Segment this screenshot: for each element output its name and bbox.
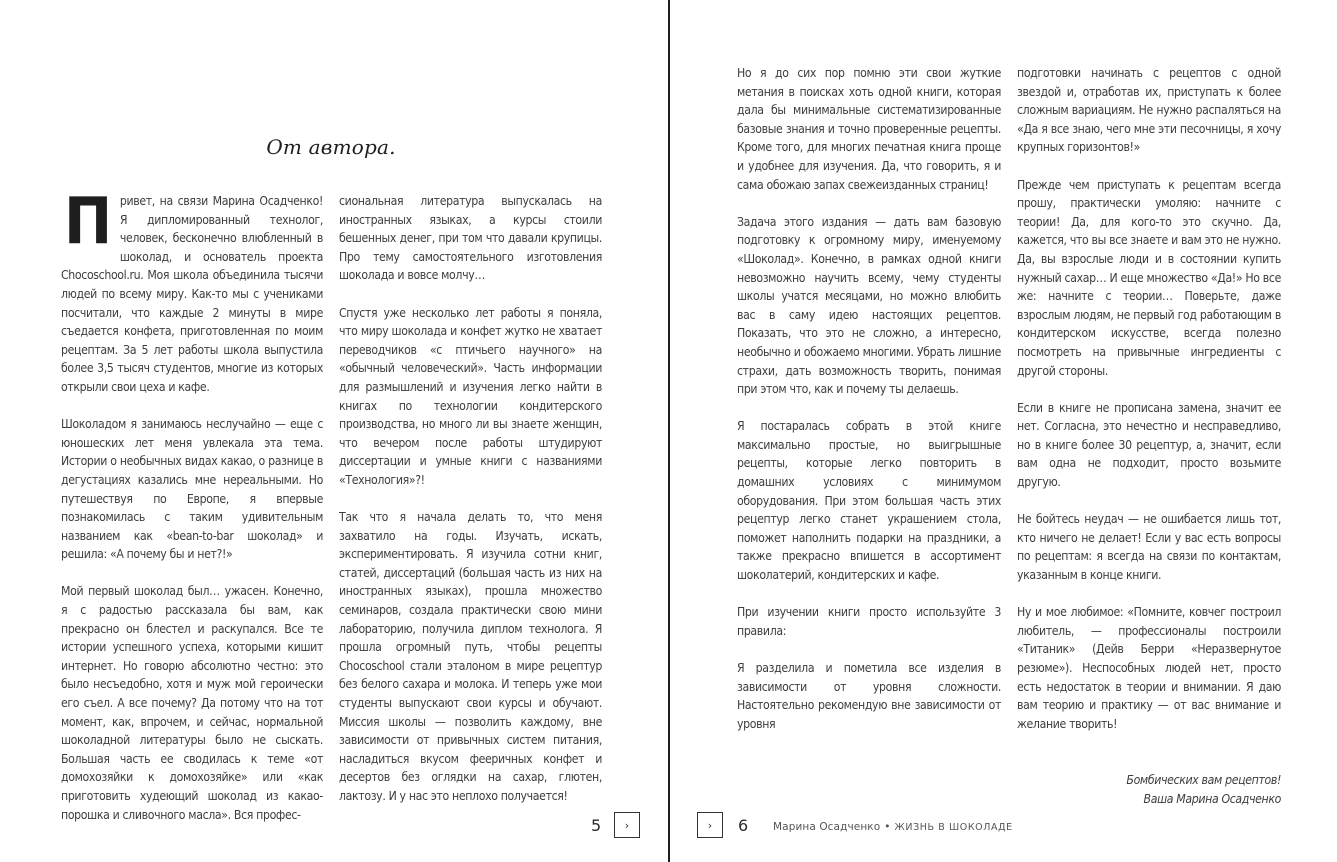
paragraph: Прежде чем приступать к рецептам всегда прошу, практически умоляю: начните с теории! Да, для кого-то это скучно. Да, кажется, что вы все знаете и вам это не нужно. Да, вы взрослые люди и в состоянии купить нужный сахар… И еще множество «Да!» Но все же: начните с теории… Поверьте, даже взрослым людям, не первый год работающим в кондитерском искусстве, всегда полезно посмотреть на привычные ингредиенты с другой стороны.	[1017, 177, 1281, 378]
running-author: Марина Осадченко	[773, 821, 881, 833]
paragraph: Шоколадом я занимаюсь неслучайно — еще с юношеских лет меня увлекала эта тема. Истории о необычных видах какао, о разнице в дегустациях казались мне нереальными. Но путешествуя по Европе, я впервые познакомилась с таким удивительным названием как «bean-to-bar шоколад» и решила: «А почему бы и нет?!»	[61, 417, 323, 562]
paragraph: Спустя уже несколько лет работы я поняла, что миру шоколада и конфет жутко не хватает переводчиков «с птичьего научного» на «обычный человеческий». Часть информации для размышлений и изучения легко найти в книгах по технологии кондитерского производства, но много ли вы знаете женщин, что вечером после работы штудируют диссертации и умные книги с названиями «Технология»?!	[339, 305, 602, 487]
left-page-column-1	[61, 185, 323, 843]
paragraph: Я постаралась собрать в этой книге максимально простые, но выигрышные рецепты, которые легко повторить в домашних условиях с минимумом оборудования. При этом большая часть этих рецептур легко станет украшением стола, поможет наполнить подарки на праздники, а также прекрасно впишется в ассортимент шоколатерий, кондитерских и кафе.	[737, 419, 1001, 583]
paragraph: Мой первый шоколад был… ужасен. Конечно, я с радостью рассказала бы вам, как прекрасно он блестел и раскупался. Все те истории успешного успеха, которыми кишит интернет. Но говорю абсолютно честно: это было несъедобно, хотя и муж мой героически его съел. А все почему? Да потому что на тот момент, как, впрочем, и сейчас, нормальной шоколадной литературы было не сыскать. Большая часть ее сводилась к теме «от домохозяйки к домохозяйке» или «как приготовить худеющий шоколад из какао-порошка и сливочного масла». Вся профес-	[61, 584, 323, 822]
chevron-right-icon: ›	[624, 818, 630, 832]
author-signature	[1017, 771, 1281, 808]
paragraph: Так что я начала делать то, что меня захватило на годы. Изучать, искать, экспериментировать. Я изучила сотни книг, статей, диссертаций (большая часть из них на иностранных языках), прошла множество семинаров, создала практически свою мини лабораторию, получила диплом технолога. Я прошла огромный путь, чтобы рецепты Chocoschool стали эталоном в мире рецептур без белого сахара и молока. И теперь уже мои студенты выпускают свои курсы и обучают. Миссия школы — позволить каждому, вне зависимости от привычных систем питания, насладиться вкусом фееричных конфет и десертов без оглядки на сахар, глютен, лактозу. И у нас это неплохо получается!	[339, 510, 602, 803]
left-page-number: 5	[591, 816, 602, 835]
paragraph: Ну и мое любимое: «Помните, ковчег построил любитель, — профессионалы построили «Титаник» (Дейв Берри «Неразвернутое резюме»). Неспособных людей нет, просто есть недостаток в теории и внимании. Я даю вам теорию и практику — от вас внимание и желание творить!	[1017, 605, 1281, 731]
page-title: От автора.	[266, 135, 396, 159]
next-page-button[interactable]	[614, 812, 640, 838]
paragraph: Если в книге не прописана замена, значит ее нет. Согласна, это нечестно и несправедливо, но в книге более 30 рецептур, а, значит, если вам одна не подходит, просто возьмите другую.	[1017, 400, 1281, 490]
running-header	[773, 821, 1013, 833]
page-nav-button[interactable]	[697, 812, 723, 838]
signature-line: Бомбических вам рецептов!	[1126, 773, 1281, 788]
right-page-number: 6	[738, 816, 749, 835]
page-gutter-divider	[668, 0, 670, 862]
paragraph: Привет, на связи Марина Осадченко! Я дипломированный технолог, человек, бесконечно влюбленный в шоколад, и основатель проекта Chocoschool.ru. Моя школа объединила тысячи людей по всему миру. Как-то мы с учениками посчитали, что каждые 2 минуты в мире съедается конфета, приготовленная по моим рецептам. За 5 лет работы школа выпустила более 3,5 тысяч студентов, многие из которых открыли свои цеха и кафе.	[61, 185, 323, 394]
bullet-separator: •	[884, 821, 891, 833]
paragraph: Я разделила и пометила все изделия в зависимости от уровня сложности. Настоятельно рекомендую вне зависимости от уровня	[737, 661, 1001, 731]
right-page-column-2	[1017, 64, 1281, 809]
chevron-right-icon: ›	[707, 818, 713, 832]
paragraph: Задача этого издания — дать вам базовую подготовку к огромному миру, именуемому «Шоколад». Конечно, в рамках одной книги невозможно научить всему, чему студенты школы учатся месяцами, но можно влюбить вас в саму идею настоящих рецептов. Показать, что это не сложно, а интересно, необычно и обожаемо многими. Убрать лишние страхи, дать возможность творить, понимая при этом что, как и почему ты делаешь.	[737, 214, 1001, 397]
paragraph: Не бойтесь неудач — не ошибается лишь тот, кто ничего не делает! Если у вас есть вопросы по рецептам: я всегда на связи по контактам, указанным в конце книги.	[1017, 512, 1281, 583]
right-page-column-1	[737, 64, 1001, 752]
paragraph: Но я до сих пор помню эти свои жуткие метания в поисках хоть одной книги, которая дала бы минимальные систематизированные базовые знания и точно проверенные рецепты. Кроме того, для многих печатная книга проще и удобнее для изучения. Да, что говорить, я и сама обожаю запах свежеизданных страниц!	[737, 66, 1001, 192]
paragraph: сиональная литература выпускалась на иностранных языках, а курсы стоили бешенных денег, при том что давали крупицы. Про тему самостоятельного изготовления шоколада и вовсе молчу…	[339, 194, 602, 283]
paragraph: При изучении книги просто используйте 3 правила:	[737, 605, 1001, 638]
left-page-column-2	[339, 192, 602, 824]
running-book-title: ЖИЗНЬ В ШОКОЛАДЕ	[894, 822, 1013, 833]
paragraph: подготовки начинать с рецептов с одной звездой и, отработав их, приступать к более сложным вариациям. Не нужно распаляться на «Да я все знаю, чего мне эти песочницы, я хочу крупных горизонтов!»	[1017, 66, 1281, 155]
dropcap: П	[64, 185, 112, 259]
signature-line: Ваша Марина Осадченко	[1143, 791, 1281, 806]
